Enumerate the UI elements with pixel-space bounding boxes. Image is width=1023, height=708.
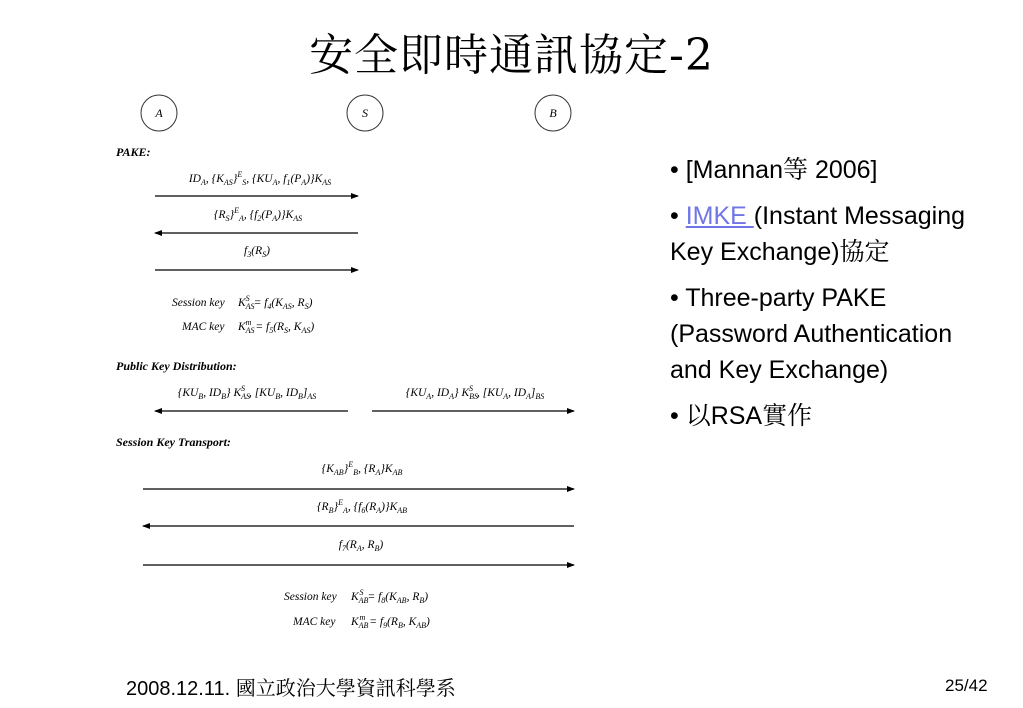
bullet-pake [670, 280, 970, 388]
pake-message-2: $\{R_S\}^E_A$, $\{f_2(P_A)\}K_{AS}$ [213, 206, 303, 223]
pkd-message-to-b: {$KU_A$, $ID_A$} $K_{BS}S$ , [$KU_A$, $ID_A]_{BS}$ [405, 384, 545, 401]
svg-text:KABS= f8(KAB, RB): $K_{AB}S = f_8(K_{AB}$, $R_B$) [351, 588, 429, 605]
pake-message-1: $ID_A$, $\{K_{AS}\}^E_S$, {$KU_A$, $f_1(P_A)\}K_{AS}$ [188, 170, 332, 187]
pake-mac-key-label: MAC key [182, 321, 225, 333]
pake-mac-key-line [181, 318, 314, 335]
footer-dept: 國立政治大學資訊科學系 [235, 676, 456, 700]
pake-session-key-line [172, 294, 313, 311]
bullet-marker: • [670, 284, 686, 312]
bullet-list [670, 152, 970, 444]
party-a-label: A [155, 106, 163, 120]
skt-mac-key-line [292, 613, 430, 630]
bullet-imke-text: (Instant Messaging Key Exchange)協定 [670, 202, 965, 266]
page-number: 25/42 [945, 676, 988, 695]
skt-message-2: $\{R_B\}^E_A$, $\{f_6(R_A)\}K_{AB}$ [316, 498, 408, 515]
skt-message-3: $f_7(R_A$, $R_B$) [338, 539, 384, 553]
skt-session-key-label: Session key [284, 591, 337, 603]
footer-date-dept [126, 672, 456, 701]
svg-text:KASS= f4(KAS, RS): $K_{AS}S = f_4(K_{AS}$, $R_S$) [238, 294, 313, 311]
party-a [141, 95, 177, 131]
bullet-rsa [670, 398, 970, 434]
pkd-message-to-a: {$KU_B$, $ID_B$} $K_{AS}S$ , [$KU_B$, $ID_B]_{AS}$ [177, 384, 317, 401]
party-s-label: S [362, 106, 368, 120]
svg-text:KABm= f9(RB, KAB): $K_{AB}m = f_9(R_B$, $K_{AB}$) [351, 613, 430, 630]
section-pake-label: PAKE: [116, 145, 151, 159]
bullet-marker: • [670, 202, 686, 230]
party-s [347, 95, 383, 131]
pake-session-key-label: Session key [172, 297, 225, 309]
footer-date: 2008.12.11. [126, 678, 231, 700]
section-pkd-label: Public Key Distribution: [116, 359, 237, 373]
pake-message-3: $f_3(R_S)$ [244, 245, 270, 259]
skt-session-key-line [284, 588, 428, 605]
bullet-rsa-text: 以RSA實作 [685, 402, 813, 430]
bullet-marker: • [670, 402, 686, 430]
bullet-citation-text: [Mannan等 2006] [685, 156, 878, 184]
section-skt-label: Session Key Transport: [116, 435, 231, 449]
bullet-marker: • [670, 156, 686, 184]
imke-link[interactable]: IMKE [685, 202, 754, 230]
skt-mac-key-label: MAC key [293, 616, 336, 628]
bullet-imke [670, 198, 970, 270]
bullet-pake-text: Three-party PAKE (Password Authentication and Key Exchange) [670, 284, 953, 384]
slide-title: 安全即時通訊協定-2 [309, 30, 714, 81]
bullet-citation [670, 152, 970, 188]
svg-text:KASm= f5(RS, KAS): $K_{AS}m = f_5(R_S$, $K_{AS}$) [238, 318, 315, 335]
skt-message-1: $\{K_{AB}\}^E_B$, $\{R_A\}K_{AB}$ [321, 460, 403, 477]
party-b [535, 95, 571, 131]
party-b-label: B [549, 106, 557, 120]
